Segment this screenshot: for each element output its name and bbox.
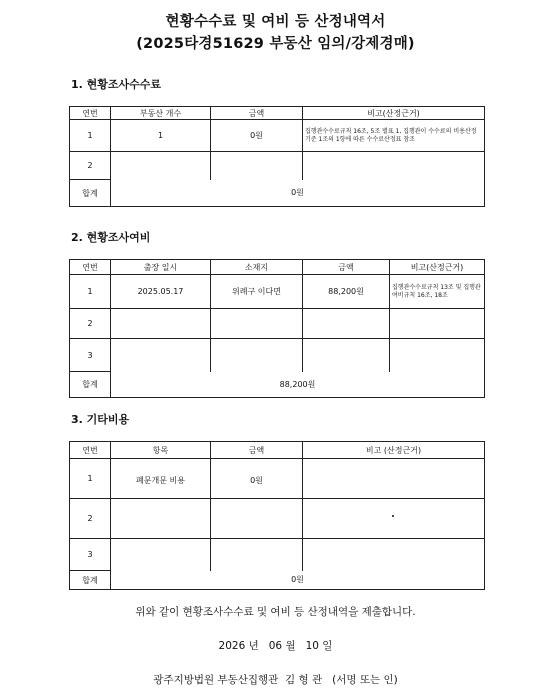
section2-heading: 2. 현황조사여비	[71, 231, 151, 244]
row-no: 1	[70, 120, 111, 152]
row-count: 1	[111, 120, 211, 152]
total-value: 0원	[111, 571, 485, 590]
row-item	[111, 499, 211, 539]
row-location: 위례구 이다면	[211, 275, 303, 309]
row-item	[111, 539, 211, 571]
other-expense-table	[69, 441, 485, 590]
total-label: 합계	[70, 372, 111, 398]
document-title: 현황수수료 및 여비 등 산정내역서	[165, 14, 386, 30]
row-note	[303, 539, 485, 571]
row-date: 2025.05.17	[111, 275, 211, 309]
row-no: 3	[70, 339, 111, 372]
total-row	[70, 571, 485, 590]
total-value: 88,200원	[111, 372, 485, 398]
signature-line: 광주지방법원 부동산집행관 김 형 관 (서명 또는 인)	[153, 674, 398, 686]
header-location: 소재지	[211, 260, 303, 275]
header-amount: 금액	[211, 107, 303, 120]
row-amount	[211, 499, 303, 539]
row-note	[303, 499, 485, 539]
row-note: 집행관수수료규칙 16조, 5조 별표 1, 집행관이 수수료의 비용산정기준 1조의 1항에 따른 수수료산정표 참조	[303, 120, 485, 152]
total-label: 합계	[70, 571, 111, 590]
header-trip-date: 출장 일시	[111, 260, 211, 275]
header-amount: 금액	[303, 260, 390, 275]
table-row	[70, 309, 485, 339]
row-no: 1	[70, 275, 111, 309]
row-amount	[211, 152, 303, 180]
table-row	[70, 339, 485, 372]
row-date	[111, 339, 211, 372]
table-row	[70, 539, 485, 571]
table-row	[70, 275, 485, 309]
total-row	[70, 180, 485, 207]
header-no: 연번	[70, 442, 111, 459]
header-property-count: 부동산 개수	[111, 107, 211, 120]
row-note	[303, 152, 485, 180]
header-note: 비고(산정근거)	[390, 260, 485, 275]
row-note	[303, 459, 485, 499]
row-no: 1	[70, 459, 111, 499]
row-note	[390, 339, 485, 372]
row-date	[111, 309, 211, 339]
row-amount	[303, 339, 390, 372]
total-row	[70, 372, 485, 398]
row-note	[390, 309, 485, 339]
row-amount	[211, 539, 303, 571]
total-label: 합계	[70, 180, 111, 207]
submission-statement: 위와 같이 현황조사수수료 및 여비 등 산정내역을 제출합니다.	[135, 606, 416, 618]
header-amount: 금액	[211, 442, 303, 459]
table-row	[70, 120, 485, 152]
row-no: 3	[70, 539, 111, 571]
header-no: 연번	[70, 107, 111, 120]
row-location	[211, 339, 303, 372]
row-no: 2	[70, 309, 111, 339]
table-row	[70, 499, 485, 539]
section3-heading: 3. 기타비용	[71, 413, 130, 426]
header-item: 항목	[111, 442, 211, 459]
section1-heading: 1. 현황조사수수료	[71, 78, 162, 91]
row-item: 폐문개문 비용	[111, 459, 211, 499]
total-value: 0원	[111, 180, 485, 207]
row-amount	[303, 309, 390, 339]
stray-mark	[392, 515, 394, 517]
document-subtitle: (2025타경51629 부동산 임의/강제경매)	[136, 36, 415, 52]
row-note: 집행관수수료규칙 13조 및 집행관여비규칙 16조, 18조	[390, 275, 485, 309]
row-amount: 0원	[211, 120, 303, 152]
row-location	[211, 309, 303, 339]
header-no: 연번	[70, 260, 111, 275]
row-amount: 0원	[211, 459, 303, 499]
row-no: 2	[70, 499, 111, 539]
survey-fee-table	[69, 106, 485, 207]
table-row	[70, 459, 485, 499]
header-note: 비고 (산정근거)	[303, 442, 485, 459]
row-count	[111, 152, 211, 180]
header-note: 비고(산정근거)	[303, 107, 485, 120]
table-row	[70, 152, 485, 180]
travel-expense-table	[69, 259, 485, 398]
row-no: 2	[70, 152, 111, 180]
submission-date: 2026 년 06 월 10 일	[218, 640, 333, 652]
row-amount: 88,200원	[303, 275, 390, 309]
